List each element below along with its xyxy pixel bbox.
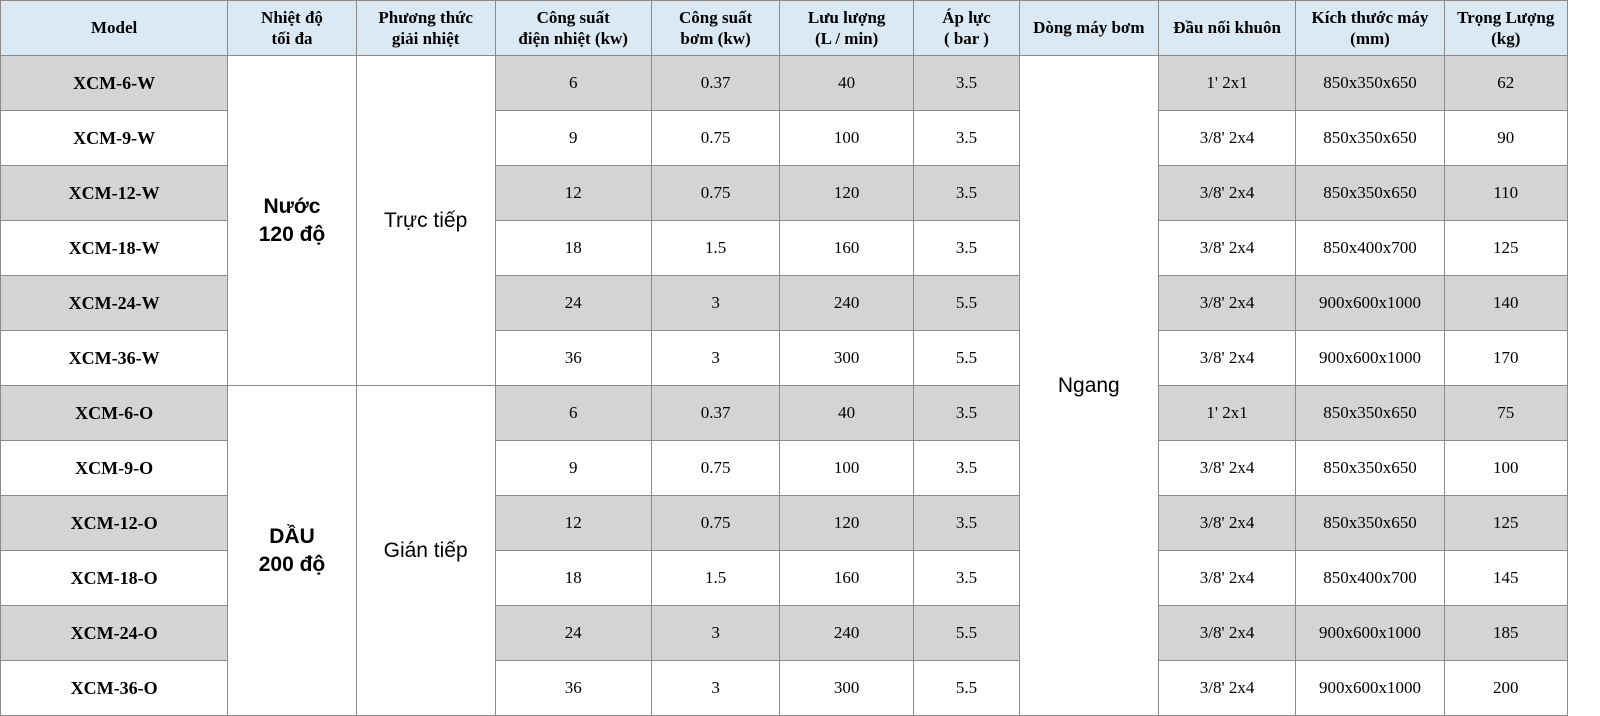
column-header-cooling-method: Phương thức giải nhiệt: [356, 1, 495, 56]
table-row: [1, 56, 1568, 111]
cell-mold-connector: 3/8' 2x4: [1158, 331, 1296, 386]
cell-model: XCM-9-O: [1, 441, 228, 496]
cell-mold-connector: 3/8' 2x4: [1158, 661, 1296, 716]
cell-weight: 90: [1444, 111, 1567, 166]
cell-flow-rate: 100: [780, 111, 914, 166]
cell-heating-power: 18: [495, 221, 651, 276]
cell-heating-power: 18: [495, 551, 651, 606]
cell-pressure: 3.5: [914, 166, 1020, 221]
cell-model: XCM-36-O: [1, 661, 228, 716]
column-header-pump-power: Công suất bơm (kw): [651, 1, 780, 56]
cell-pump-power: 1.5: [651, 551, 780, 606]
cell-heating-power: 12: [495, 496, 651, 551]
cell-flow-rate: 100: [780, 441, 914, 496]
cell-pump-power: 0.75: [651, 496, 780, 551]
cell-heating-power: 6: [495, 386, 651, 441]
cell-dimensions: 900x600x1000: [1296, 331, 1444, 386]
cell-model: XCM-36-W: [1, 331, 228, 386]
cell-pump-power: 0.75: [651, 441, 780, 496]
cell-dimensions: 900x600x1000: [1296, 276, 1444, 331]
table-header: [1, 1, 1568, 56]
cell-model: XCM-18-O: [1, 551, 228, 606]
cell-heating-power: 24: [495, 276, 651, 331]
column-header-heating-power: Công suất điện nhiệt (kw): [495, 1, 651, 56]
cell-dimensions: 850x350x650: [1296, 496, 1444, 551]
cell-pump-power: 0.37: [651, 56, 780, 111]
cell-flow-rate: 160: [780, 221, 914, 276]
cell-flow-rate: 240: [780, 606, 914, 661]
cell-model: XCM-9-W: [1, 111, 228, 166]
table-row: [1, 386, 1568, 441]
cell-group-cooling-method: Trực tiếp: [356, 56, 495, 386]
cell-pressure: 5.5: [914, 276, 1020, 331]
cell-mold-connector: 1' 2x1: [1158, 56, 1296, 111]
cell-dimensions: 850x350x650: [1296, 386, 1444, 441]
cell-heating-power: 9: [495, 441, 651, 496]
cell-heating-power: 36: [495, 661, 651, 716]
cell-mold-connector: 3/8' 2x4: [1158, 496, 1296, 551]
cell-weight: 110: [1444, 166, 1567, 221]
cell-mold-connector: 3/8' 2x4: [1158, 221, 1296, 276]
cell-pressure: 3.5: [914, 551, 1020, 606]
cell-flow-rate: 40: [780, 56, 914, 111]
cell-group-cooling-method: Gián tiếp: [356, 386, 495, 716]
cell-model: XCM-6-W: [1, 56, 228, 111]
cell-model: XCM-24-O: [1, 606, 228, 661]
cell-dimensions: 850x350x650: [1296, 56, 1444, 111]
column-header-mold-connector: Đầu nối khuôn: [1158, 1, 1296, 56]
cell-mold-connector: 3/8' 2x4: [1158, 606, 1296, 661]
cell-group-temperature: DẦU 200 độ: [228, 386, 357, 716]
column-header-pressure: Áp lực ( bar ): [914, 1, 1020, 56]
cell-pressure: 3.5: [914, 496, 1020, 551]
cell-weight: 170: [1444, 331, 1567, 386]
column-header-machine-dimensions: Kích thước máy (mm): [1296, 1, 1444, 56]
cell-dimensions: 900x600x1000: [1296, 606, 1444, 661]
column-header-flow-rate: Lưu lượng (L / min): [780, 1, 914, 56]
cell-group-temperature: Nước 120 độ: [228, 56, 357, 386]
cell-flow-rate: 240: [780, 276, 914, 331]
cell-mold-connector: 3/8' 2x4: [1158, 551, 1296, 606]
cell-model: XCM-6-O: [1, 386, 228, 441]
cell-dimensions: 850x350x650: [1296, 166, 1444, 221]
cell-mold-connector: 1' 2x1: [1158, 386, 1296, 441]
cell-weight: 185: [1444, 606, 1567, 661]
cell-heating-power: 36: [495, 331, 651, 386]
cell-pressure: 5.5: [914, 331, 1020, 386]
cell-pressure: 5.5: [914, 661, 1020, 716]
header-row: [1, 1, 1568, 56]
cell-mold-connector: 3/8' 2x4: [1158, 166, 1296, 221]
cell-pump-power: 0.75: [651, 111, 780, 166]
cell-flow-rate: 300: [780, 331, 914, 386]
cell-model: XCM-24-W: [1, 276, 228, 331]
cell-dimensions: 850x350x650: [1296, 441, 1444, 496]
cell-heating-power: 9: [495, 111, 651, 166]
cell-pressure: 3.5: [914, 441, 1020, 496]
cell-pump-power: 3: [651, 276, 780, 331]
cell-heating-power: 24: [495, 606, 651, 661]
table-body: [1, 56, 1568, 716]
cell-flow-rate: 300: [780, 661, 914, 716]
cell-model: XCM-12-W: [1, 166, 228, 221]
cell-heating-power: 6: [495, 56, 651, 111]
cell-pressure: 3.5: [914, 386, 1020, 441]
cell-model: XCM-18-W: [1, 221, 228, 276]
cell-weight: 100: [1444, 441, 1567, 496]
column-header-model: Model: [1, 1, 228, 56]
cell-dimensions: 850x350x650: [1296, 111, 1444, 166]
column-header-max-temperature: Nhiệt độ tối đa: [228, 1, 357, 56]
cell-pump-power: 1.5: [651, 221, 780, 276]
cell-dimensions: 850x400x700: [1296, 551, 1444, 606]
cell-heating-power: 12: [495, 166, 651, 221]
cell-flow-rate: 40: [780, 386, 914, 441]
cell-weight: 145: [1444, 551, 1567, 606]
cell-weight: 125: [1444, 496, 1567, 551]
cell-pump-power: 3: [651, 331, 780, 386]
cell-pressure: 3.5: [914, 56, 1020, 111]
cell-pump-power: 3: [651, 606, 780, 661]
column-header-pump-line: Dòng máy bơm: [1019, 1, 1158, 56]
cell-model: XCM-12-O: [1, 496, 228, 551]
cell-mold-connector: 3/8' 2x4: [1158, 276, 1296, 331]
column-header-weight: Trọng Lượng (kg): [1444, 1, 1567, 56]
cell-pressure: 3.5: [914, 221, 1020, 276]
cell-pump-power: 0.75: [651, 166, 780, 221]
cell-weight: 62: [1444, 56, 1567, 111]
cell-weight: 75: [1444, 386, 1567, 441]
cell-mold-connector: 3/8' 2x4: [1158, 111, 1296, 166]
cell-weight: 140: [1444, 276, 1567, 331]
cell-weight: 125: [1444, 221, 1567, 276]
cell-pump-power: 0.37: [651, 386, 780, 441]
cell-dimensions: 850x400x700: [1296, 221, 1444, 276]
cell-dimensions: 900x600x1000: [1296, 661, 1444, 716]
cell-flow-rate: 120: [780, 496, 914, 551]
cell-flow-rate: 120: [780, 166, 914, 221]
cell-pump-power: 3: [651, 661, 780, 716]
cell-flow-rate: 160: [780, 551, 914, 606]
cell-mold-connector: 3/8' 2x4: [1158, 441, 1296, 496]
cell-pump-line: Ngang: [1019, 56, 1158, 716]
cell-pressure: 3.5: [914, 111, 1020, 166]
cell-pressure: 5.5: [914, 606, 1020, 661]
cell-weight: 200: [1444, 661, 1567, 716]
